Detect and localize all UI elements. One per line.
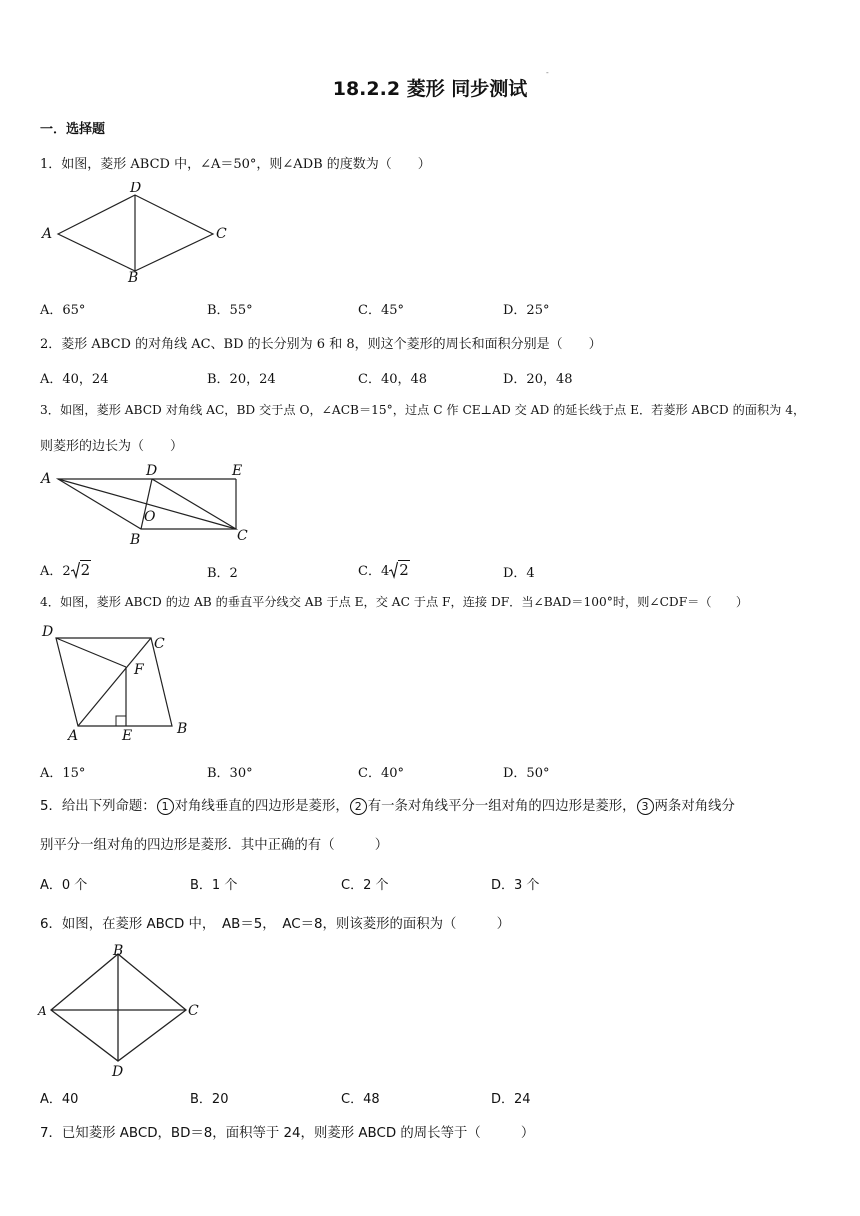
- q2-option-d[interactable]: D．20，48: [503, 372, 573, 387]
- question-4-stem: 4．如图，菱形 ABCD 的边 AB 的垂直平分线交 AB 于点 E，交 AC 于点 F，连接 DF．当∠BAD＝100°时，则∠CDF＝（ ）: [40, 595, 749, 609]
- label-a: A: [38, 1004, 47, 1018]
- label-c: C: [216, 226, 227, 242]
- question-6-figure: [36, 942, 206, 1082]
- q1-option-a[interactable]: A．65°: [40, 303, 86, 318]
- section-heading: 一．选择题: [40, 122, 106, 137]
- question-4-figure: [38, 620, 198, 745]
- label-d: D: [130, 182, 142, 196]
- question-1-stem: 1．如图，菱形 ABCD 中，∠A＝50°，则∠ADB 的度数为（ ）: [40, 157, 431, 172]
- question-3-stem-line1: 3．如图，菱形 ABCD 对角线 AC，BD 交于点 O，∠ACB＝15°，过点 C 作 CE⊥AD 交 AD 的延长线于点 E．若菱形 ABCD 的面积为 4，: [40, 403, 806, 417]
- label-o: O: [144, 509, 156, 525]
- q3-option-a[interactable]: A．2 2: [40, 561, 91, 579]
- q3-option-b[interactable]: B．2: [207, 566, 238, 581]
- label-e: E: [232, 463, 243, 479]
- q3-option-c[interactable]: C．4 2: [358, 561, 409, 579]
- page-title: 18.2.2 菱形 同步测试: [332, 78, 528, 100]
- sqrt-symbol: 2: [71, 561, 92, 579]
- right-angle-mark: [116, 716, 126, 726]
- segment-df: [56, 638, 126, 667]
- question-1-figure: [38, 182, 238, 284]
- label-d: D: [112, 1064, 124, 1080]
- label-c: C: [154, 636, 165, 652]
- label-d: D: [146, 463, 158, 479]
- label-d: D: [42, 624, 54, 640]
- q4-option-c[interactable]: C．40°: [358, 766, 404, 781]
- q1-option-c[interactable]: C．45°: [358, 303, 404, 318]
- top-mark: -: [546, 68, 549, 77]
- label-b: B: [177, 721, 188, 737]
- q6-option-d[interactable]: D．24: [491, 1092, 531, 1107]
- question-5-stem-line1: 5．给出下列命题： 1 对角线垂直的四边形是菱形， 2 有一条对角线平分一组对角的四边形是菱形， 3 两条对角线分: [40, 799, 735, 814]
- label-c: C: [237, 528, 248, 544]
- q2-option-c[interactable]: C．40，48: [358, 372, 428, 387]
- q4-option-b[interactable]: B．30°: [207, 766, 253, 781]
- circled-number-2: 2: [350, 798, 367, 815]
- q2-option-b[interactable]: B．20，24: [207, 372, 276, 387]
- sqrt-symbol: 2: [389, 561, 410, 579]
- q5-option-a[interactable]: A．0 个: [40, 878, 88, 893]
- label-b: B: [128, 270, 139, 284]
- q5-option-c[interactable]: C．2 个: [341, 878, 389, 893]
- q2-option-a[interactable]: A．40，24: [40, 372, 109, 387]
- q4-option-a[interactable]: A．15°: [40, 766, 86, 781]
- label-e: E: [122, 728, 133, 744]
- question-6-stem: 6．如图，在菱形 ABCD 中， AB＝5， AC＝8，则该菱形的面积为（ ）: [40, 917, 511, 932]
- q5-option-d[interactable]: D．3 个: [491, 878, 540, 893]
- q1-option-d[interactable]: D．25°: [503, 303, 550, 318]
- q6-option-c[interactable]: C．48: [341, 1092, 380, 1107]
- label-b: B: [130, 532, 141, 548]
- q4-option-d[interactable]: D．50°: [503, 766, 550, 781]
- q6-option-a[interactable]: A．40: [40, 1092, 79, 1107]
- question-7-stem: 7．已知菱形 ABCD，BD＝8，面积等于 24，则菱形 ABCD 的周长等于（ ）: [40, 1126, 535, 1141]
- q6-option-b[interactable]: B．20: [190, 1092, 229, 1107]
- q1-option-b[interactable]: B．55°: [207, 303, 253, 318]
- circled-number-3: 3: [637, 798, 654, 815]
- label-a: A: [41, 471, 52, 487]
- question-3-stem-line2: 则菱形的边长为（ ）: [40, 439, 184, 454]
- question-3-figure: [38, 460, 253, 550]
- label-a: A: [42, 226, 53, 242]
- label-b: B: [113, 943, 124, 959]
- label-f: F: [134, 662, 144, 678]
- question-2-stem: 2．菱形 ABCD 的对角线 AC、BD 的长分别为 6 和 8，则这个菱形的周长和面积分别是（ ）: [40, 337, 602, 352]
- label-c: C: [188, 1003, 199, 1019]
- label-a: A: [68, 728, 79, 744]
- question-5-stem-line2: 别平分一组对角的四边形是菱形．其中正确的有（ ）: [40, 838, 389, 853]
- q3-option-d[interactable]: D．4: [503, 566, 535, 581]
- q5-option-b[interactable]: B．1 个: [190, 878, 238, 893]
- circled-number-1: 1: [157, 798, 174, 815]
